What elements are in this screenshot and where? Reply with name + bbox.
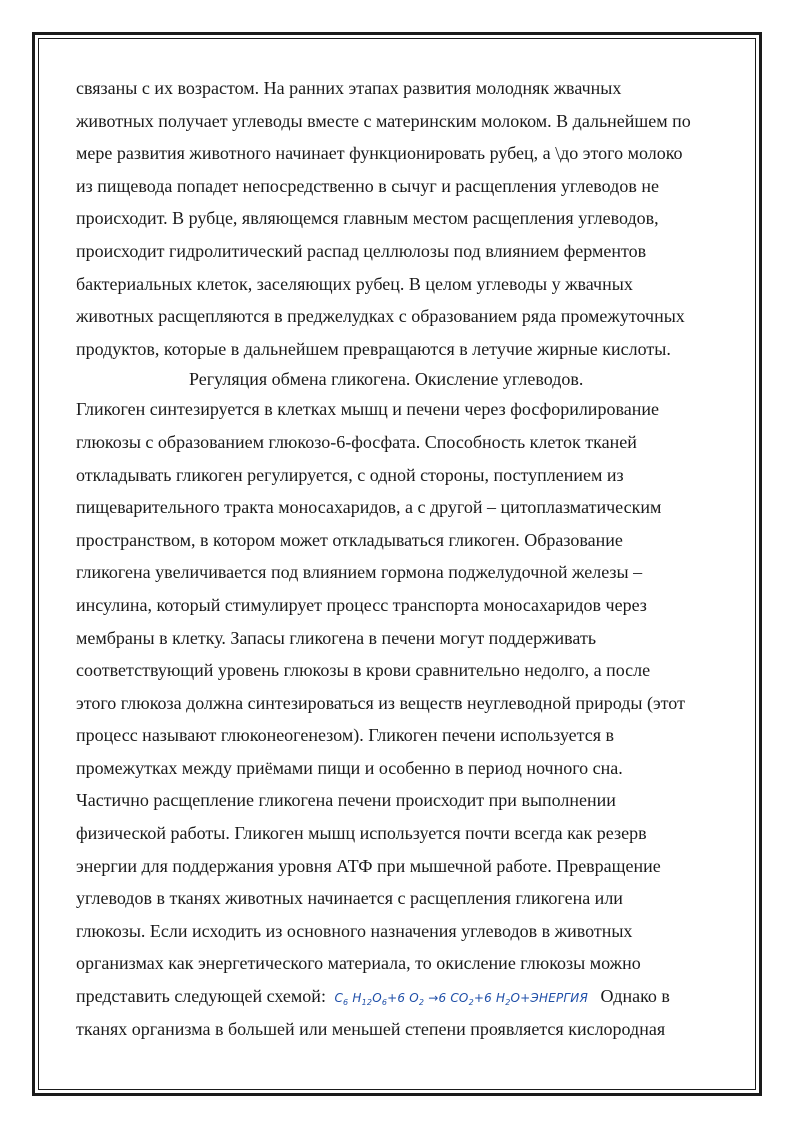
paragraph-rumen-digestion [76, 72, 726, 365]
text-line: глюкозы. Если исходить из основного назначения углеводов в животных [76, 920, 633, 941]
text-line: гликогена увеличивается под влиянием гормона поджелудочной железы – [76, 562, 643, 583]
text-line: углеводов в тканях животных начинается с расщепления гликогена или [76, 888, 623, 909]
paragraph-glycogen-regulation [76, 393, 726, 1045]
text-line: бактериальных клеток, заселяющих рубец. В целом углеводы у жвачных [76, 273, 633, 294]
text-line: промежутках между приёмами пищи и особенно в период ночного сна. [76, 757, 623, 778]
glucose-oxidation-formula: $C_6$ $H_{12}O_6+6$ $O_2 \to 6$ $CO_2+6$ $H_2O+ЭНЕРГИЯ$ [334, 991, 589, 1008]
text-line: соответствующий уровень глюкозы в крови сравнительно недолго, а после [76, 660, 651, 681]
text-line: откладывать гликоген регулируется, с одной стороны, поступлением из [76, 464, 624, 485]
text-line: тканях организма в большей или меньшей степени проявляется кислородная [76, 1018, 666, 1039]
text-line: связаны с их возрастом. На ранних этапах развития молодняк жвачных [76, 78, 622, 98]
formula-line [76, 980, 726, 1013]
text-line: энергии для поддержания уровня АТФ при мышечной работе. Превращение [76, 855, 661, 876]
text-line: пищеварительного тракта моносахаридов, а с другой – цитоплазматическим [76, 497, 662, 518]
text-line: продуктов, которые в дальнейшем превращаются в летучие жирные кислоты. [76, 338, 671, 359]
text-line: этого глюкоза должна синтезироваться из веществ неуглеводной природы (этот [76, 692, 685, 713]
text-line: Гликоген синтезируется в клетках мышц и печени через фосфорилирование [76, 399, 659, 420]
text-line: процесс называют глюконеогенезом). Гликоген печени используется в [76, 725, 615, 746]
text-line: происходит. В рубце, являющемся главным местом расщепления углеводов, [76, 208, 659, 229]
section-heading: Регуляция обмена гликогена. Окисление углеводов. [189, 369, 584, 390]
text-line: организмах как энергетического материала, то окисление глюкозы можно [76, 953, 641, 974]
text-line: происходит гидролитический распад целлюлозы под влиянием ферментов [76, 240, 647, 261]
text-line: инсулина, который стимулирует процесс транспорта моносахаридов через [76, 594, 647, 615]
text-line: мембраны в клетку. Запасы гликогена в печени могут поддерживать [76, 627, 597, 648]
formula-trail-text: Однако в [600, 986, 670, 1007]
text-line: животных расщепляются в преджелудках с образованием ряда промежуточных [76, 306, 685, 327]
text-line: из пищевода попадет непосредственно в сычуг и расщепления углеводов не [76, 175, 659, 196]
text-line: мере развития животного начинает функционировать рубец, а \до этого молоко [76, 143, 683, 164]
text-line: животных получает углеводы вместе с материнским молоком. В дальнейшем по [76, 110, 691, 131]
text-line: физической работы. Гликоген мышц используется почти всегда как резерв [76, 823, 647, 844]
document-body [76, 72, 726, 1045]
text-line: Частично расщепление гликогена печени происходит при выполнении [76, 790, 616, 811]
text-line: глюкозы с образованием глюкозо-6-фосфата. Способность клеток тканей [76, 431, 637, 452]
text-line: пространством, в котором может откладываться гликоген. Образование [76, 529, 623, 550]
formula-lead-text: представить следующей схемой: [76, 986, 326, 1007]
